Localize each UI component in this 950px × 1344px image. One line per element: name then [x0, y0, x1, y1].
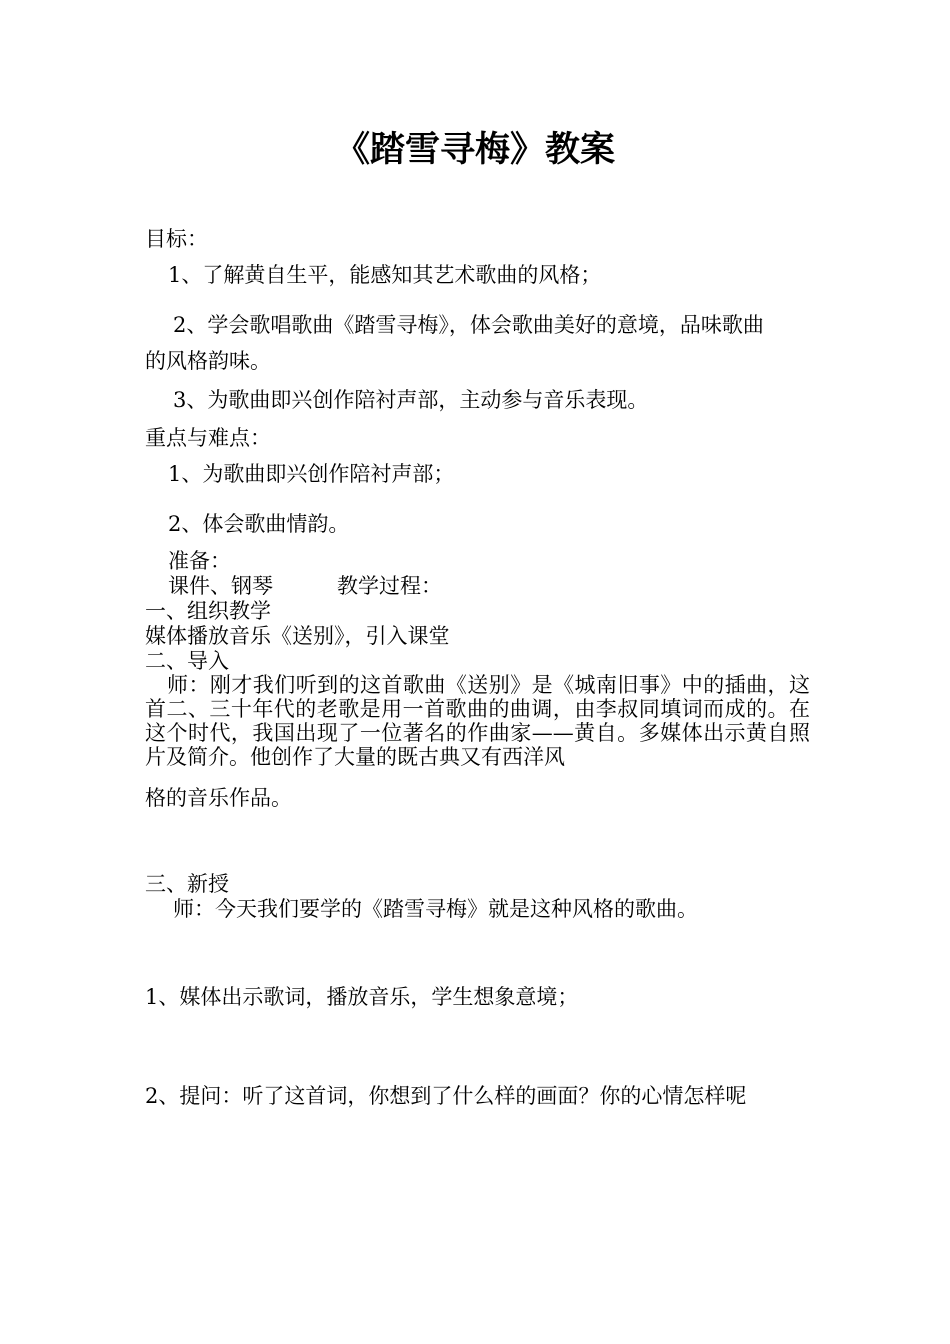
- process-heading: 教学过程：: [337, 574, 442, 598]
- key-point-item-2: 2、体会歌曲情韵。: [168, 512, 350, 536]
- section-3-step-2: 2、提问：听了这首词，你想到了什么样的画面？你的心情怎样呢: [145, 1084, 747, 1108]
- section-2-paragraph: [145, 673, 810, 769]
- prep-heading: 准备：: [168, 549, 231, 573]
- section-3-intro: 师：今天我们要学的《踏雪寻梅》就是这种风格的歌曲。: [173, 897, 698, 921]
- section-3-step-1: 1、媒体出示歌词，播放音乐，学生想象意境；: [145, 985, 579, 1009]
- section-3-heading: 三、新授: [145, 872, 229, 896]
- section-1-text: 媒体播放音乐《送别》，引入课堂: [145, 624, 450, 648]
- goal-item-1: 1、了解黄自生平，能感知其艺术歌曲的风格；: [168, 263, 602, 287]
- section-1-heading: 一、组织教学: [145, 599, 271, 623]
- key-points-heading: 重点与难点：: [145, 426, 271, 450]
- goals-heading: 目标：: [145, 227, 208, 251]
- section-2-paragraph-end: 格的音乐作品。: [145, 786, 292, 810]
- goal-item-3: 3、为歌曲即兴创作陪衬声部，主动参与音乐表现。: [173, 388, 649, 412]
- goal-item-2-line-1: 2、学会歌唱歌曲《踏雪寻梅》，体会歌曲美好的意境，品味歌曲: [173, 313, 764, 337]
- section-2-paragraph-text: 师：刚才我们听到的这首歌曲《送别》是《城南旧事》中的插曲，这首二、三十年代的老歌是用一首歌曲的曲调，由李叔同填词而成的。在这个时代，我国出现了一位著名的作曲家——黄自。多媒体出示黄自照片及简介。他创作了大量的既古典又有西洋风: [145, 673, 810, 769]
- prep-items: 课件、钢琴: [168, 574, 273, 598]
- goal-item-2-line-2: 的风格韵味。: [145, 349, 271, 373]
- page-title: 《踏雪寻梅》教案: [334, 130, 615, 170]
- section-2-heading: 二、导入: [145, 649, 229, 673]
- key-point-item-1: 1、为歌曲即兴创作陪衬声部；: [168, 462, 455, 486]
